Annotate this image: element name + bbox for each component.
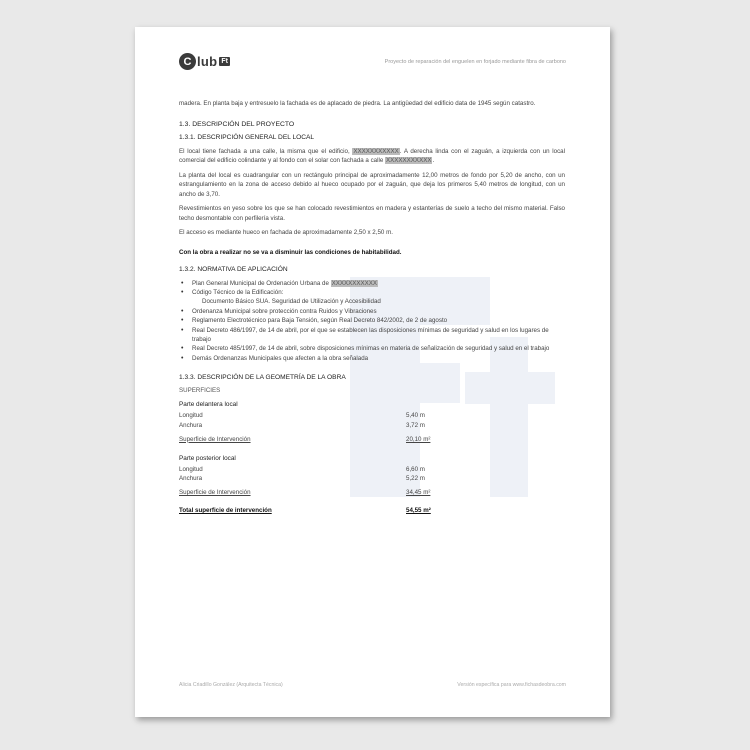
- regulations-list: [179, 279, 565, 364]
- row-label: Superficie de Intervención: [179, 489, 251, 497]
- table-row-surface: [179, 435, 436, 445]
- table-row: [179, 465, 436, 475]
- paragraph-1-part-b: . A derecha linda con el zaguán, a izquierda con un local comercial del edificio colindante y al fondo con el solar con fachada a calle: [179, 147, 565, 164]
- row-value: 5,40 m: [406, 412, 425, 420]
- redacted-text: XXXXXXXXXXX: [386, 157, 432, 164]
- total-value: 54,55 m²: [406, 506, 431, 514]
- list-item: • Real Decreto 485/1997, de 14 de abril, sobre disposiciones mínimas en materia de señalización de seguridad y salud en el trabajo: [179, 344, 565, 353]
- table-row-total: [179, 506, 436, 516]
- intro-paragraph: madera. En planta baja y entresuelo la fachada es de aplacado de piedra. La antigüedad del edificio data de 1945 según catastro.: [179, 100, 536, 107]
- subsection-heading-1: 1.3.1. DESCRIPCIÓN GENERAL DEL LOCAL: [179, 133, 315, 141]
- list-item: • Ordenanza Municipal sobre protección contra Ruidos y Vibraciones: [179, 307, 565, 316]
- paragraph-3: Revestimientos en yeso sobre los que se han colocado revestimientos en madera y estanterías de suelo a techo del mismo material. Falso techo desmontable con perfilería vista.: [179, 205, 565, 222]
- section-heading: 1.3. DESCRIPCIÓN DEL PROYECTO: [179, 120, 295, 128]
- footer-author: Alicia Criadillo González (Arquitecta Técnica): [179, 682, 283, 688]
- club-logo: [179, 53, 230, 70]
- logo-circle: C: [179, 53, 196, 70]
- paragraph-4: El acceso es mediante hueco en fachada de aproximadamente 2,50 x 2,50 m.: [179, 229, 393, 236]
- list-item: • Demás Ordenanzas Municipales que afecten a la obra señalada: [179, 354, 565, 363]
- row-label: Anchura: [179, 421, 203, 429]
- row-label: Anchura: [179, 475, 203, 483]
- list-item: • Reglamento Electrotécnico para Baja Tensión, según Real Decreto 842/2002, de 2 de agosto: [179, 316, 565, 325]
- row-value: 3,72 m: [406, 421, 425, 429]
- table-row: [179, 421, 436, 431]
- back-part-heading: Parte posterior local: [179, 454, 236, 462]
- surfaces-table: [179, 401, 436, 516]
- paragraph-1-part-c: .: [432, 157, 435, 164]
- row-value: 5,22 m: [406, 475, 425, 483]
- front-part-heading: Parte delantera local: [179, 401, 238, 409]
- row-label: Longitud: [179, 465, 203, 473]
- logo-text: lub: [197, 54, 218, 69]
- row-value: 6,60 m: [406, 465, 425, 473]
- table-row: [179, 474, 436, 484]
- document-page: [135, 27, 610, 717]
- table-row: [179, 411, 436, 421]
- row-label: Longitud: [179, 412, 203, 420]
- surfaces-label: SUPERFICIES: [179, 387, 221, 395]
- list-item: • Real Decreto 486/1997, de 14 de abril, por el que se establecen las disposiciones mínimas de seguridad y salud en los lugares de trabajo: [179, 326, 565, 345]
- total-label: Total superficie de intervención: [179, 506, 272, 514]
- row-label: Superficie de Intervención: [179, 435, 251, 443]
- footer-site: Versión específica para www.fichasdeobra.com: [457, 682, 566, 688]
- list-item: [179, 279, 565, 288]
- page-header: [179, 53, 566, 75]
- document-body: [179, 99, 565, 516]
- logo-box: Ft: [221, 58, 229, 65]
- paragraph-1: [179, 147, 565, 166]
- row-value: 34,45 m²: [406, 489, 431, 497]
- list-item: • Código Técnico de la Edificación:: [179, 288, 565, 297]
- redacted-text: XXXXXXXXXXX: [353, 147, 399, 155]
- habitability-statement: Con la obra a realizar no se va a disminuir las condiciones de habitabilidad.: [179, 248, 402, 256]
- table-row-surface: [179, 488, 436, 498]
- subsection-heading-2: 1.3.2. NORMATIVA DE APLICACIÓN: [179, 265, 288, 273]
- paragraph-2: La planta del local es cuadrangular con un rectángulo principal de aproximadamente 12,00 metros de fondo por 5,20 de ancho, con un estrangulamiento en la zona de acceso debido al hueco ocupado por el zaguán, que deja los primeros 5,40 metros de longitud, con un ancho de 3,70.: [179, 171, 565, 198]
- row-value: 20,10 m²: [406, 435, 431, 443]
- paragraph-1-part-a: El local tiene fachada a una calle, la misma que el edificio,: [179, 147, 350, 155]
- redacted-text: XXXXXXXXXXX: [331, 279, 378, 287]
- list-item-text: Plan General Municipal de Ordenación Urbana de: [192, 279, 329, 287]
- subsection-heading-3: 1.3.3. DESCRIPCIÓN DE LA GEOMETRÍA DE LA OBRA: [179, 374, 346, 382]
- header-title: Proyecto de reparación del enguelen en forjado mediante fibra de carbono: [384, 59, 566, 65]
- list-subitem: Documento Básico SUA. Seguridad de Utilización y Accesibilidad: [202, 298, 381, 306]
